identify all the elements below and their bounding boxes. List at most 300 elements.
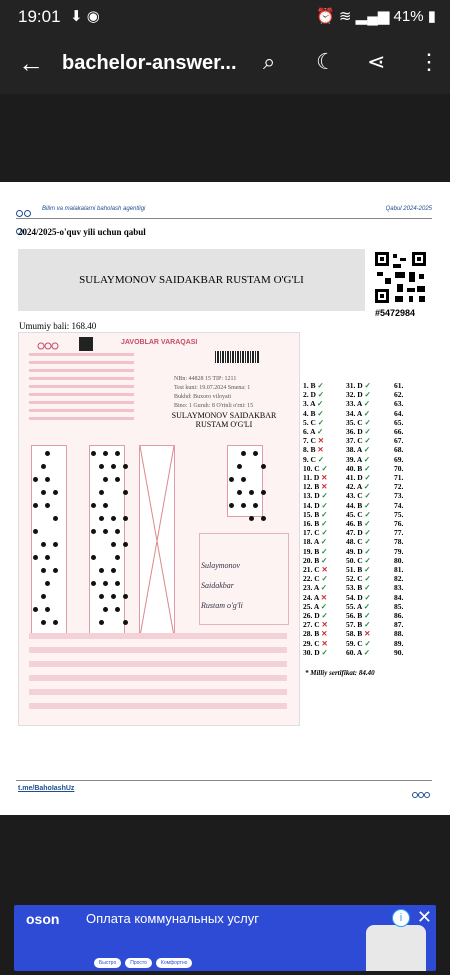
footer-divider <box>16 780 432 781</box>
filled-bubble <box>99 516 104 521</box>
answer-text: 1. B <box>303 381 318 390</box>
ad-pill: Быстро <box>94 958 121 968</box>
answer-row <box>303 556 328 565</box>
check-icon: ✓ <box>364 491 371 501</box>
check-icon: ✓ <box>364 390 371 400</box>
answer-row: 82. <box>394 574 404 584</box>
check-icon: ✓ <box>364 427 371 437</box>
filled-bubble <box>99 464 104 469</box>
answer-row <box>346 409 371 418</box>
filled-bubble <box>115 581 120 586</box>
check-icon: ✓ <box>364 500 371 510</box>
filled-bubble <box>123 620 128 625</box>
year-label: Qabul 2024-2025 <box>385 206 432 212</box>
answer-row <box>346 455 371 464</box>
answer-text: 55. A <box>346 601 364 611</box>
answer-text: 11. D <box>303 473 322 483</box>
ad-brand: oson <box>26 911 60 927</box>
filled-bubble <box>99 490 104 495</box>
check-icon: ✓ <box>364 463 371 473</box>
answer-text: 33. A <box>346 399 364 409</box>
check-icon: ✓ <box>321 500 328 510</box>
filled-bubble <box>53 490 58 495</box>
answer-row <box>346 565 371 574</box>
barcode-icon <box>215 351 259 363</box>
filled-bubble <box>237 464 242 469</box>
more-menu-icon[interactable]: ⋮ <box>418 49 440 74</box>
ad-pill: Комфортно <box>156 958 193 968</box>
answer-row <box>303 639 328 648</box>
close-icon[interactable]: ✕ <box>416 907 432 927</box>
signal-icon: ▂▄▆ <box>355 8 390 25</box>
back-arrow-icon[interactable]: ← <box>18 48 44 78</box>
answer-row: 78. <box>394 537 404 547</box>
sheet-name-line: RUSTAM O'G'LI <box>195 420 253 429</box>
answer-text: 46. B <box>346 519 365 529</box>
answer-row: 76. <box>394 519 404 529</box>
score-label: Umumiy bali: <box>19 321 70 331</box>
cross-icon: ✕ <box>321 565 328 575</box>
document-page <box>0 182 450 815</box>
answer-row: 62. <box>394 390 404 400</box>
certificate-id: #5472984 <box>375 308 416 318</box>
answer-text: 7. C <box>303 436 318 446</box>
answer-row <box>303 629 328 638</box>
answer-column-1 <box>303 381 328 657</box>
answer-text: 30. D <box>303 647 322 657</box>
answer-row: 89. <box>394 638 404 648</box>
check-icon: ✓ <box>363 482 371 492</box>
admission-title: 2024/2025-o'quv yili uchun qabul <box>18 227 146 237</box>
answer-text: 51. B <box>346 565 365 575</box>
filled-bubble <box>261 516 266 521</box>
filled-bubble <box>53 542 58 547</box>
answer-text: 42. A <box>346 482 364 492</box>
answer-row: 69. <box>394 454 404 464</box>
answer-text: 17. C <box>303 528 322 538</box>
app-bar <box>0 34 450 94</box>
answer-row: 71. <box>394 473 404 483</box>
filled-bubble <box>249 516 254 521</box>
answer-row: 70. <box>394 463 404 473</box>
signature-line: Sulaymonov <box>201 561 241 570</box>
filled-bubble <box>123 594 128 599</box>
answer-text: 31. D <box>346 381 365 390</box>
answer-text: 2. D <box>303 390 318 400</box>
answer-row <box>346 639 371 648</box>
filled-bubble <box>229 477 234 482</box>
filled-bubble <box>123 464 128 469</box>
check-icon: ✓ <box>321 546 328 556</box>
answer-text: 27. C <box>303 620 322 630</box>
answer-row <box>346 482 371 491</box>
answer-row <box>346 390 371 399</box>
answer-row: 80. <box>394 555 404 565</box>
check-icon: ✓ <box>364 528 371 538</box>
answer-row: 77. <box>394 528 404 538</box>
page-title: bachelor-answer... <box>62 52 237 74</box>
answer-text: 35. C <box>346 417 365 427</box>
check-icon: ✓ <box>363 399 371 409</box>
advertisement-banner[interactable] <box>14 905 436 971</box>
filled-bubble <box>111 464 116 469</box>
answer-row <box>346 629 371 638</box>
answer-row <box>303 436 328 445</box>
answer-text: 28. B <box>303 629 322 639</box>
answer-text: 12. B <box>303 482 322 492</box>
answer-row <box>303 510 328 519</box>
answer-row <box>346 381 371 390</box>
answer-row <box>303 611 328 620</box>
answer-sheet-image <box>18 332 300 726</box>
filled-bubble <box>123 490 128 495</box>
filled-bubble <box>123 542 128 547</box>
check-icon: ✓ <box>364 417 371 427</box>
answer-text: 13. D <box>303 491 322 501</box>
check-icon: ✓ <box>363 408 371 418</box>
check-icon: ✓ <box>320 601 328 611</box>
agency-name: Bilim va malakalarni baholash agentligi <box>42 206 146 212</box>
answer-row <box>303 593 328 602</box>
filled-bubble <box>249 490 254 495</box>
answer-row <box>346 528 371 537</box>
check-icon: ✓ <box>364 519 371 529</box>
filled-bubble <box>45 581 50 586</box>
filled-bubble <box>253 503 258 508</box>
filled-bubble <box>45 607 50 612</box>
filled-bubble <box>99 568 104 573</box>
battery-icon: ▮ <box>427 8 436 25</box>
student-name-box <box>18 249 365 311</box>
answer-row <box>346 491 371 500</box>
answer-row <box>346 547 371 556</box>
filled-bubble <box>261 490 266 495</box>
answer-row <box>303 390 328 399</box>
answer-text: 43. C <box>346 491 365 501</box>
answer-text: 45. C <box>346 509 365 519</box>
answer-row <box>346 583 371 592</box>
answer-row: 75. <box>394 509 404 519</box>
filled-bubble <box>33 555 38 560</box>
check-icon: ✓ <box>321 574 328 584</box>
sheet-info-line: Test kuni: 19.07.2024 Smena: 1 <box>174 385 251 391</box>
check-icon: ✓ <box>363 445 371 455</box>
answer-text: 50. C <box>346 555 365 565</box>
answer-row <box>303 464 328 473</box>
answer-row: 90. <box>394 647 404 657</box>
battery-percent: 41% <box>393 8 424 25</box>
cross-icon: ✕ <box>320 592 328 602</box>
filled-bubble <box>103 503 108 508</box>
answer-row <box>346 556 371 565</box>
answer-row: 79. <box>394 546 404 556</box>
answer-row <box>303 399 328 408</box>
check-icon: ✓ <box>321 463 328 473</box>
dark-mode-icon[interactable]: ☾ <box>316 49 336 74</box>
answer-text: 24. A <box>303 592 321 602</box>
filled-bubble <box>41 620 46 625</box>
answer-row <box>346 473 371 482</box>
check-icon: ✓ <box>317 381 324 390</box>
filled-bubble <box>111 516 116 521</box>
answer-text: 14. D <box>303 500 322 510</box>
answer-row <box>303 648 328 657</box>
answer-text: 32. D <box>346 390 365 400</box>
filled-bubble <box>41 490 46 495</box>
sheet-logo-icon <box>37 339 59 351</box>
answer-text: 4. B <box>303 408 318 418</box>
filled-bubble <box>111 568 116 573</box>
answer-row <box>303 482 328 491</box>
answer-text: 18. A <box>303 537 321 547</box>
answer-row: 87. <box>394 620 404 630</box>
filled-bubble <box>91 503 96 508</box>
answer-row <box>346 501 371 510</box>
answer-text: 47. D <box>346 528 365 538</box>
filled-bubble <box>261 464 266 469</box>
cross-icon: ✕ <box>321 473 328 483</box>
filled-bubble <box>33 503 38 508</box>
filled-bubble <box>41 594 46 599</box>
answer-row: 83. <box>394 583 404 593</box>
filled-bubble <box>45 451 50 456</box>
answer-text: 60. A <box>346 647 364 657</box>
answer-text: 59. C <box>346 638 365 648</box>
answer-text: 3. A <box>303 399 317 409</box>
check-icon: ✓ <box>364 546 371 556</box>
check-icon: ✓ <box>321 519 328 529</box>
sheet-student-name <box>169 411 279 429</box>
answer-text: 22. C <box>303 574 322 584</box>
answer-row <box>346 574 371 583</box>
filled-bubble <box>103 451 108 456</box>
check-icon: ✓ <box>364 638 371 648</box>
answer-row: 63. <box>394 399 404 409</box>
system-icons <box>316 7 436 25</box>
filled-bubble <box>115 529 120 534</box>
check-icon: ✓ <box>317 417 325 427</box>
filled-bubble <box>103 581 108 586</box>
filled-bubble <box>45 503 50 508</box>
total-score <box>19 321 96 331</box>
filled-bubble <box>53 620 58 625</box>
sheet-title: JAVOBLAR VARAQASI <box>121 339 198 346</box>
answer-text: 16. B <box>303 519 322 529</box>
answer-row <box>303 473 328 482</box>
answer-text: 49. D <box>346 546 365 556</box>
telegram-link[interactable]: t.me/BahoIashUz <box>18 785 75 792</box>
answer-row <box>346 519 371 528</box>
answer-text: 26. D <box>303 611 322 621</box>
sheet-name-line: SULAYMONOV SAIDAKBAR <box>171 411 277 420</box>
filled-bubble <box>53 568 58 573</box>
answer-row: 61. <box>394 381 404 390</box>
answer-text: 39. A <box>346 454 364 464</box>
answer-row: 74. <box>394 500 404 510</box>
answer-text: 29. C <box>303 638 322 648</box>
answer-row <box>346 510 371 519</box>
answer-row: 86. <box>394 611 404 621</box>
check-icon: ✓ <box>321 555 328 565</box>
cross-icon: ✕ <box>364 629 371 639</box>
answer-row <box>346 620 371 629</box>
sheet-info-line: Bukhd: Buxoro viloyati <box>174 394 231 400</box>
answer-row <box>346 427 371 436</box>
share-icon[interactable]: ⋖ <box>367 49 386 74</box>
filled-bubble <box>103 477 108 482</box>
cross-icon: ✕ <box>321 638 328 648</box>
answer-row: 85. <box>394 601 404 611</box>
answer-row <box>303 602 328 611</box>
bubble-column-crossed <box>139 445 175 637</box>
cross-icon: ✕ <box>317 436 325 446</box>
filled-bubble <box>91 581 96 586</box>
cross-icon: ✕ <box>321 482 328 492</box>
answer-text: 53. B <box>346 583 365 593</box>
answer-text: 38. A <box>346 445 364 455</box>
filled-bubble <box>229 503 234 508</box>
answer-text: 23. A <box>303 583 321 593</box>
sheet-footer-notes <box>29 633 287 717</box>
ad-text: Оплата коммунальных услуг <box>86 911 259 926</box>
check-icon: ✓ <box>317 390 325 400</box>
phone-illustration-icon <box>366 925 426 971</box>
answer-row: 88. <box>394 629 404 639</box>
filled-bubble <box>111 542 116 547</box>
cross-icon: ✕ <box>321 620 328 630</box>
filled-bubble <box>99 594 104 599</box>
filled-bubble <box>103 529 108 534</box>
filled-bubble <box>241 477 246 482</box>
answer-text: 8. B <box>303 445 318 455</box>
answer-row <box>346 418 371 427</box>
answer-row <box>346 464 371 473</box>
answer-text: 54. D <box>346 592 365 602</box>
answer-column-3 <box>394 381 403 657</box>
answer-row <box>346 399 371 408</box>
signature-box <box>199 533 289 625</box>
check-icon: ✓ <box>364 565 371 575</box>
answer-text: 20. B <box>303 555 322 565</box>
cross-icon: ✕ <box>317 445 324 455</box>
filled-bubble <box>103 607 108 612</box>
check-icon: ✓ <box>364 574 371 584</box>
answer-row <box>303 620 328 629</box>
filled-bubble <box>99 620 104 625</box>
filled-bubble <box>33 477 38 482</box>
filled-bubble <box>41 568 46 573</box>
answer-row <box>303 455 328 464</box>
status-bar <box>0 0 450 34</box>
answer-column-2 <box>346 381 371 657</box>
check-icon: ✓ <box>364 611 371 621</box>
filled-bubble <box>111 594 116 599</box>
check-icon: ✓ <box>316 427 324 437</box>
signature-line: Saidakbar <box>201 581 234 590</box>
answer-row <box>346 436 371 445</box>
answer-row: 66. <box>394 427 404 437</box>
answer-row <box>303 583 328 592</box>
answer-text: 15. B <box>303 509 322 519</box>
answer-text: 40. B <box>346 463 365 473</box>
answer-text: 58. B <box>346 629 365 639</box>
filled-bubble <box>33 529 38 534</box>
filled-bubble <box>41 542 46 547</box>
answer-row <box>303 565 328 574</box>
answer-text: 19. B <box>303 546 322 556</box>
answer-text: 41. D <box>346 473 365 483</box>
answer-row <box>303 574 328 583</box>
footer-logo-icon <box>412 785 432 795</box>
score-value: 168.40 <box>71 321 97 331</box>
answer-text: 6. A <box>303 427 317 437</box>
answer-row <box>303 409 328 418</box>
filled-bubble <box>241 503 246 508</box>
check-icon: ✓ <box>321 528 328 538</box>
answer-text: 10. C <box>303 463 322 473</box>
answer-text: 57. B <box>346 620 365 630</box>
answer-row: 64. <box>394 408 404 418</box>
answer-row <box>346 445 371 454</box>
filled-bubble <box>45 477 50 482</box>
check-icon: ✓ <box>321 611 328 621</box>
check-icon: ✓ <box>321 647 328 657</box>
filled-bubble <box>91 529 96 534</box>
notification-icons: ⬇ ◉ <box>70 8 100 25</box>
answer-row: 72. <box>394 482 404 492</box>
filled-bubble <box>123 516 128 521</box>
filled-bubble <box>241 451 246 456</box>
answer-row <box>346 537 371 546</box>
answer-text: 48. C <box>346 537 365 547</box>
check-icon: ✓ <box>317 454 325 464</box>
info-icon[interactable]: i <box>392 909 410 927</box>
answer-text: 56. B <box>346 611 365 621</box>
check-icon: ✓ <box>321 491 328 501</box>
answer-row <box>303 501 328 510</box>
filled-bubble <box>41 464 46 469</box>
answer-row <box>346 602 371 611</box>
answer-row <box>303 381 328 390</box>
answer-row <box>303 537 328 546</box>
filled-bubble <box>53 516 58 521</box>
answer-text: 37. C <box>346 436 365 446</box>
check-icon: ✓ <box>363 647 371 657</box>
filled-bubble <box>91 451 96 456</box>
document-header <box>16 204 432 219</box>
check-icon: ✓ <box>320 583 328 593</box>
check-icon: ✓ <box>316 399 324 409</box>
answer-row <box>346 593 371 602</box>
answer-row <box>303 491 328 500</box>
check-icon: ✓ <box>364 592 371 602</box>
answer-row <box>346 648 371 657</box>
answer-row: 73. <box>394 491 404 501</box>
answer-row: 67. <box>394 436 404 446</box>
answer-text: 21. C <box>303 565 322 575</box>
answer-text: 25. A <box>303 601 321 611</box>
check-icon: ✓ <box>363 454 371 464</box>
search-icon[interactable]: ⌕ <box>263 49 276 74</box>
answer-row: 84. <box>394 592 404 602</box>
sheet-qr-icon <box>79 337 93 351</box>
answer-text: 52. C <box>346 574 365 584</box>
filled-bubble <box>115 607 120 612</box>
check-icon: ✓ <box>364 620 371 630</box>
student-name: SULAYMONOV SAIDAKBAR RUSTAM O'G'LI <box>79 274 304 286</box>
cross-icon: ✕ <box>321 629 328 639</box>
check-icon: ✓ <box>363 601 371 611</box>
